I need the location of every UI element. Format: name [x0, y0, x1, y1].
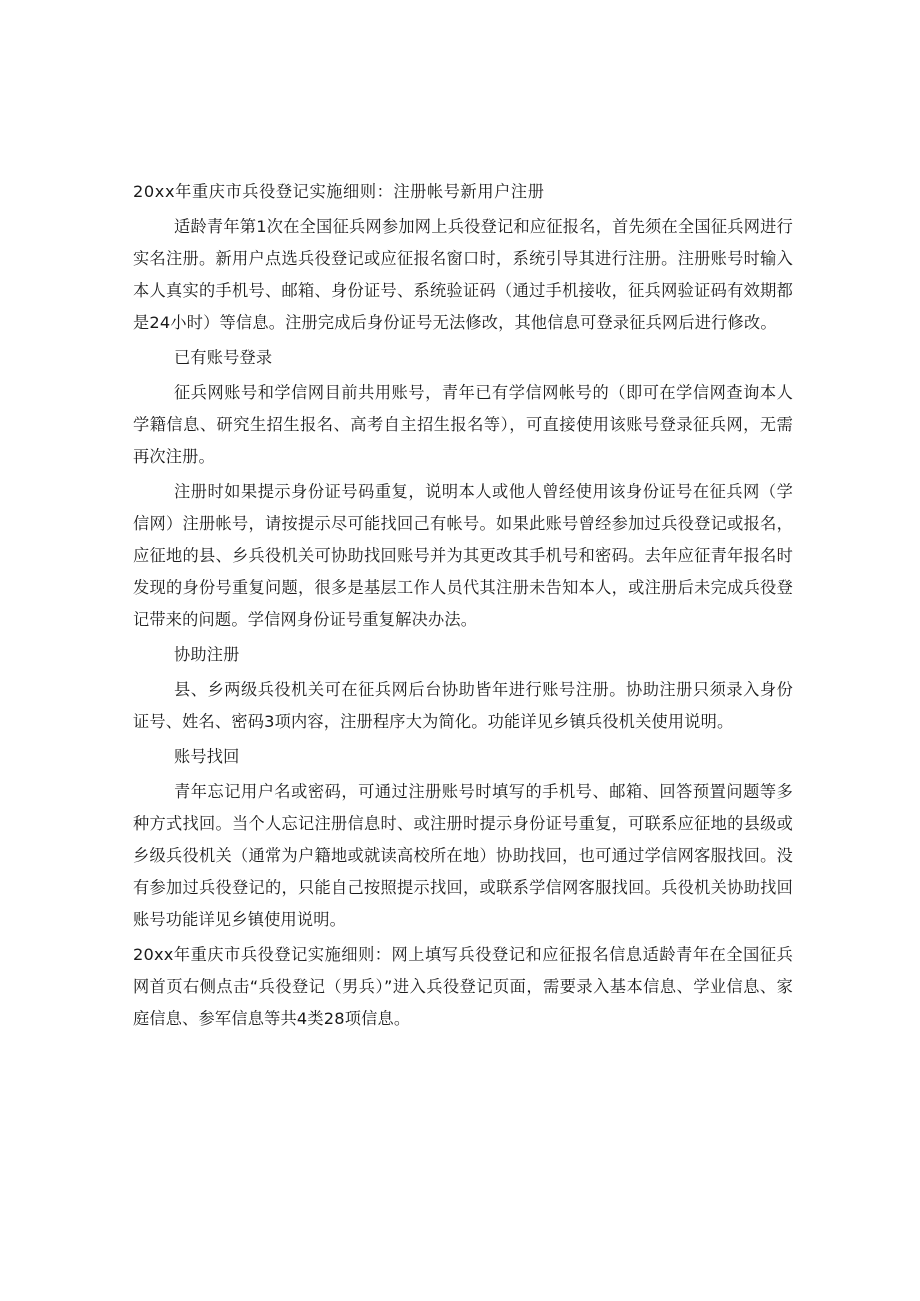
paragraph-online-registration: 20xx年重庆市兵役登记实施细则：网上填写兵役登记和应征报名信息适龄青年在全国征兵网首页右侧点击“兵役登记（男兵）”进入兵役登记页面，需要录入基本信息、学业信息、家庭信息、参军信息等共4类28项信息。: [133, 945, 793, 1028]
section-title-register: 20xx年重庆市兵役登记实施细则：注册帐号新用户注册: [133, 182, 545, 201]
heading-account-recovery: 账号找回: [174, 747, 240, 766]
paragraph-register: 适龄青年第1次在全国征兵网参加网上兵役登记和应征报名，首先须在全国征兵网进行实名注册。新用户点选兵役登记或应征报名窗口时，系统引导其进行注册。注册账号时输入本人真实的手机号、邮箱、身份证号、系统验证码（通过手机接收，征兵网验证码有效期都是24小时）等信息。注册完成后身份证号无法修改，其他信息可登录征兵网后进行修改。: [133, 217, 793, 332]
heading-assisted-registration: 协助注册: [174, 645, 240, 664]
heading-existing-login: 已有账号登录: [174, 348, 273, 367]
paragraph-existing-login: 征兵网账号和学信网目前共用账号，青年已有学信网帐号的（即可在学信网查询本人学籍信息、研究生招生报名、高考自主招生报名等），可直接使用该账号登录征兵网，无需再次注册。: [133, 383, 793, 466]
document-body: [133, 176, 793, 1035]
paragraph-duplicate-id: 注册时如果提示身份证号码重复，说明本人或他人曾经使用该身份证号在征兵网（学信网）注册帐号，请按提示尽可能找回己有帐号。如果此账号曾经参加过兵役登记或报名，应征地的县、乡兵役机关可协助找回账号并为其更改其手机号和密码。去年应征青年报名时发现的身份号重复问题，很多是基层工作人员代其注册未告知本人，或注册后未完成兵役登记带来的问题。学信网身份证号重复解决办法。: [133, 482, 793, 629]
paragraph-account-recovery: 青年忘记用户名或密码，可通过注册账号时填写的手机号、邮箱、回答预置问题等多种方式找回。当个人忘记注册信息时、或注册时提示身份证号重复，可联系应征地的县级或乡级兵役机关（通常为户籍地或就读高校所在地）协助找回，也可通过学信网客服找回。没有参加过兵役登记的，只能自己按照提示找回，或联系学信网客服找回。兵役机关协助找回账号功能详见乡镇使用说明。: [133, 782, 793, 929]
paragraph-assisted-registration: 县、乡两级兵役机关可在征兵网后台协助皆年进行账号注册。协助注册只须录入身份证号、姓名、密码3项内容，注册程序大为简化。功能详见乡镇兵役机关使用说明。: [133, 680, 793, 731]
